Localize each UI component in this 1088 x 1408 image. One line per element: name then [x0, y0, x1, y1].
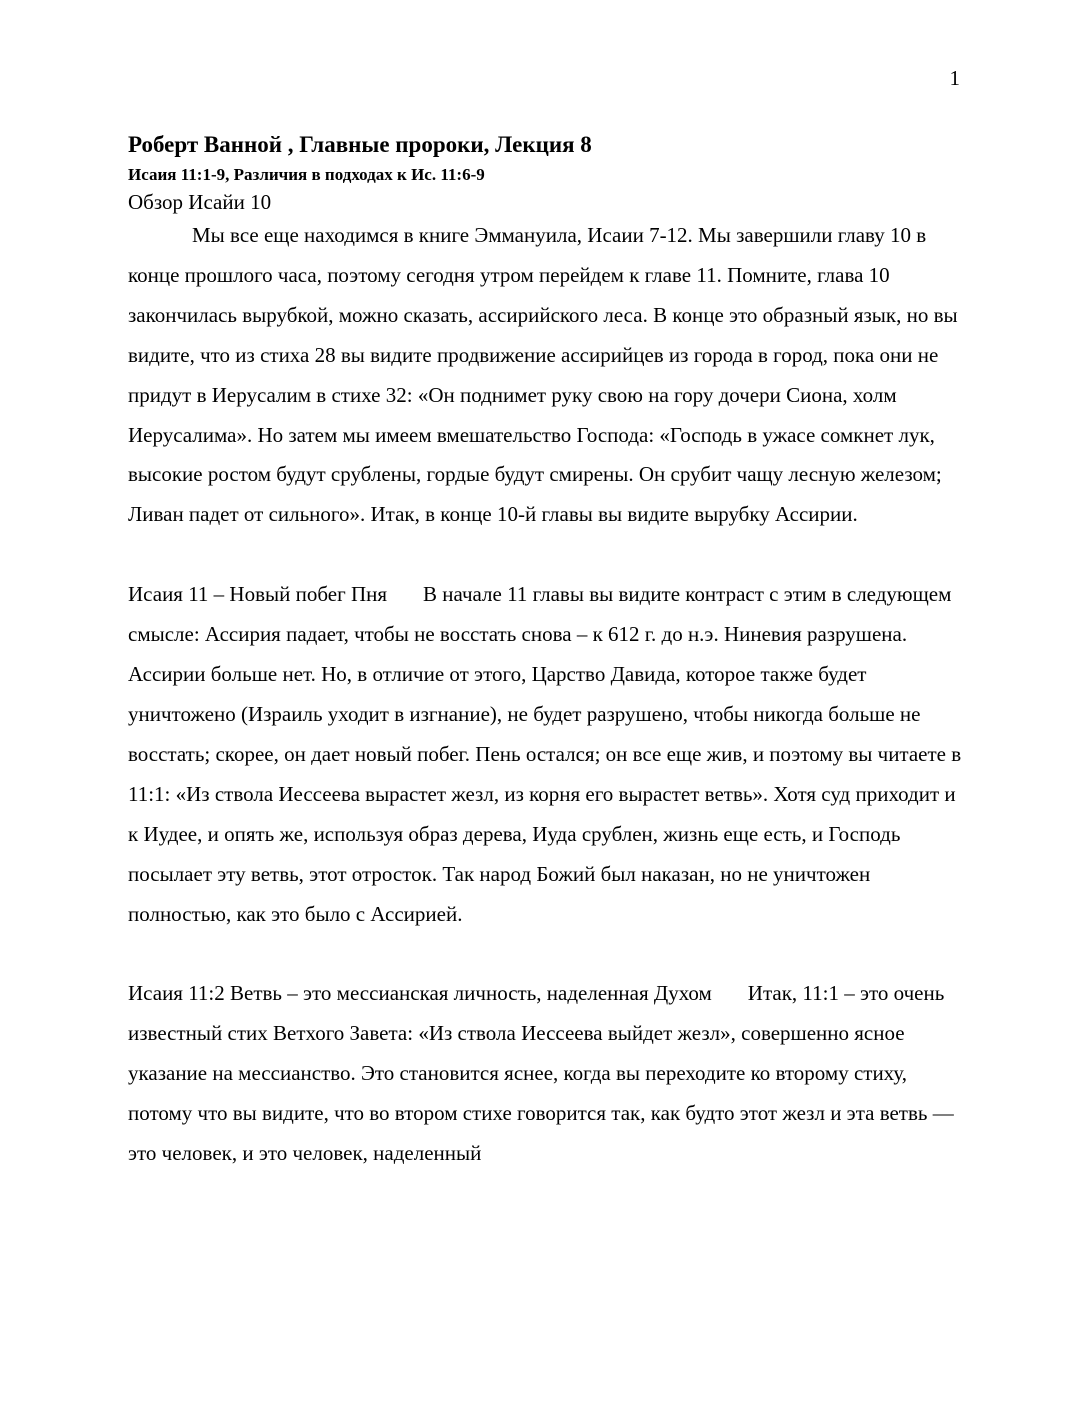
paragraph-heading: Исаия 11 – Новый побег Пня — [128, 582, 388, 607]
paragraph-isaiah-11-2-branch — [128, 974, 963, 1174]
paragraph-text: Мы все еще находимся в книге Эммануила, Исаии 7-12. Мы завершили главу 10 в конце прошлого часа, поэтому сегодня утром перейдем к главе 11. Помните, глава 10 закончилась вырубкой, можно сказать, ассирийского леса. В конце это образный язык, но вы видите, что из стиха 28 вы видите продвижение ассирийцев из города в город, пока они не придут в Иерусалим в стихе 32: «Он поднимет руку свою на гору дочери Сиона, холм Иерусалима». Но затем мы имеем вмешательство Господа: «Господь в ужасе сомкнет лук, высокие ростом будут срублены, гордые будут смирены. Он срубит чащу лесную железом; Ливан падет от сильного». Итак, в конце 10-й главы вы видите вырубку Ассирии. — [128, 223, 958, 527]
lecture-title: Роберт Ванной , Главные пророки, Лекция 8 — [128, 132, 592, 157]
paragraph-isaiah-11-new-shoot — [128, 575, 963, 934]
page-number: 1 — [949, 66, 960, 90]
paragraph-text: Итак, 11:1 – это очень известный стих Ветхого Завета: «Из ствола Иессеева выйдет жезл», совершенно ясное указание на мессианство. Это становится яснее, когда вы переходите ко второму стиху, потому что вы видите, что во втором стихе говорится так, как будто этот жезл и эта ветвь — это человек, и это человек, наделенный — [128, 981, 954, 1166]
paragraph-text: В начале 11 главы вы видите контраст с этим в следующем смысле: Ассирия падает, чтобы не восстать снова – к 612 г. до н.э. Ниневия разрушена. Ассирии больше нет. Но, в отличие от этого, Царство Давида, которое также будет уничтожено (Израиль уходит в изгнание), не будет разрушено, чтобы никогда больше не восстать; скорее, он дает новый побег. Пень остался; он все еще жив, и поэтому вы читаете в 11:1: «Из ствола Иессеева вырастет жезл, из корня его вырастет ветвь». Хотя суд приходит и к Иудее, и опять же, используя образ дерева, Иуда срублен, жизнь еще есть, и Господь посылает эту ветвь, этот отросток. Так народ Божий был наказан, но не уничтожен полностью, как это было с Ассирией. — [128, 582, 962, 926]
section-heading: Обзор Исайи 10 — [128, 190, 272, 214]
paragraph-gap — [128, 535, 963, 575]
paragraph-gap — [128, 934, 963, 974]
paragraph-isaiah-10-overview — [128, 216, 963, 535]
lecture-subtitle: Исаия 11:1-9, Различия в подходах к Ис. 11:6-9 — [128, 165, 485, 184]
paragraph-heading: Исаия 11:2 Ветвь – это мессианская личность, наделенная Духом — [128, 981, 712, 1006]
document-body — [128, 130, 963, 1174]
